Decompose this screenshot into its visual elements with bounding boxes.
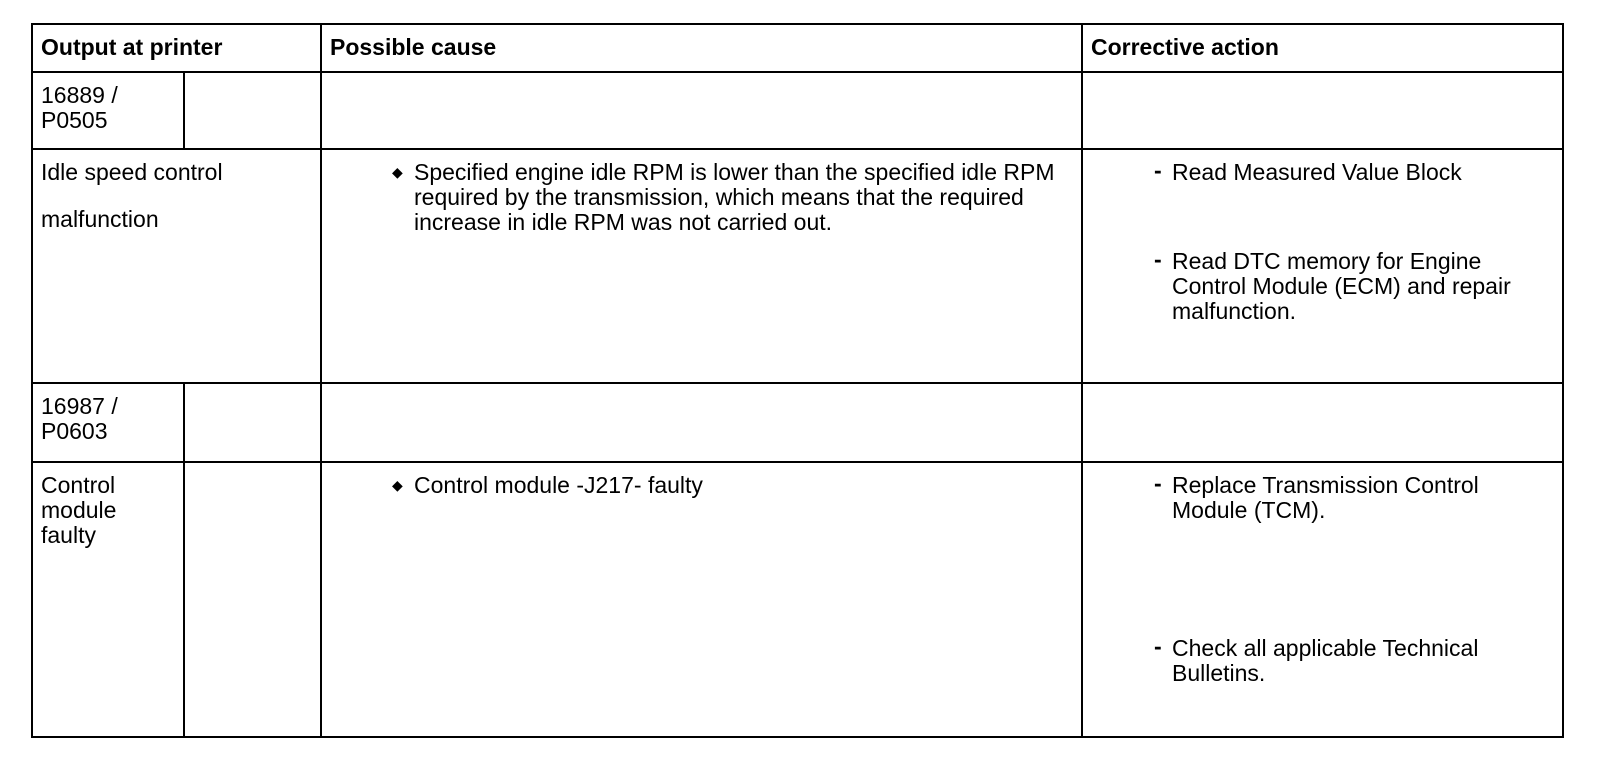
fault-label-line1: Idle speed control <box>41 159 223 185</box>
dtc-table <box>31 23 1564 738</box>
dash-icon: - <box>1154 470 1162 496</box>
dash-icon: - <box>1154 157 1162 183</box>
dtc-code-cell <box>32 383 184 462</box>
table-row <box>32 149 1563 383</box>
empty-cell <box>184 462 321 737</box>
action-item <box>1154 470 1554 523</box>
action-text: Replace Transmission Control Module (TCM). <box>1172 472 1479 523</box>
empty-cell <box>184 72 321 149</box>
empty-cell <box>321 383 1082 462</box>
fault-label-cell <box>32 462 184 737</box>
fault-label-line2: module <box>41 497 117 523</box>
cause-cell <box>321 149 1082 383</box>
dtc-code-line1: 16889 / <box>41 82 118 108</box>
table-header-row <box>32 24 1563 72</box>
fault-label-line2: malfunction <box>41 206 159 232</box>
action-item <box>1154 633 1554 686</box>
dtc-code-line2: P0505 <box>41 107 108 133</box>
action-text: Check all applicable Technical Bulletins. <box>1172 635 1479 686</box>
dtc-code-line1: 16987 / <box>41 393 118 419</box>
empty-cell <box>1082 72 1563 149</box>
cause-item <box>392 159 1073 235</box>
dtc-code-line2: P0603 <box>41 418 108 444</box>
fault-label-cell <box>32 149 321 383</box>
diamond-bullet-icon: ◆ <box>392 477 403 493</box>
diamond-bullet-icon: ◆ <box>392 164 403 180</box>
action-item <box>1154 246 1554 324</box>
header-output: Output at printer <box>32 24 321 72</box>
cause-text: Control module -J217- faulty <box>414 472 703 498</box>
dtc-code-cell <box>32 72 184 149</box>
action-cell <box>1082 149 1563 383</box>
empty-cell <box>321 72 1082 149</box>
empty-cell <box>1082 383 1563 462</box>
header-action: Corrective action <box>1082 24 1563 72</box>
cause-cell <box>321 462 1082 737</box>
action-item <box>1154 157 1554 185</box>
table-row <box>32 462 1563 737</box>
fault-label-line3: faulty <box>41 522 96 548</box>
action-text: Read Measured Value Block <box>1172 159 1462 185</box>
table-row <box>32 72 1563 149</box>
header-cause: Possible cause <box>321 24 1082 72</box>
action-text: Read DTC memory for Engine Control Module (ECM) and repair malfunction. <box>1172 248 1511 324</box>
cause-text: Specified engine idle RPM is lower than the specified idle RPM required by the transmission, which means that the required increase in idle RPM was not carried out. <box>414 159 1055 235</box>
dash-icon: - <box>1154 246 1162 272</box>
dash-icon: - <box>1154 633 1162 659</box>
fault-label-line1: Control <box>41 472 116 498</box>
empty-cell <box>184 383 321 462</box>
table-row <box>32 383 1563 462</box>
action-cell <box>1082 462 1563 737</box>
cause-item <box>392 472 1073 498</box>
